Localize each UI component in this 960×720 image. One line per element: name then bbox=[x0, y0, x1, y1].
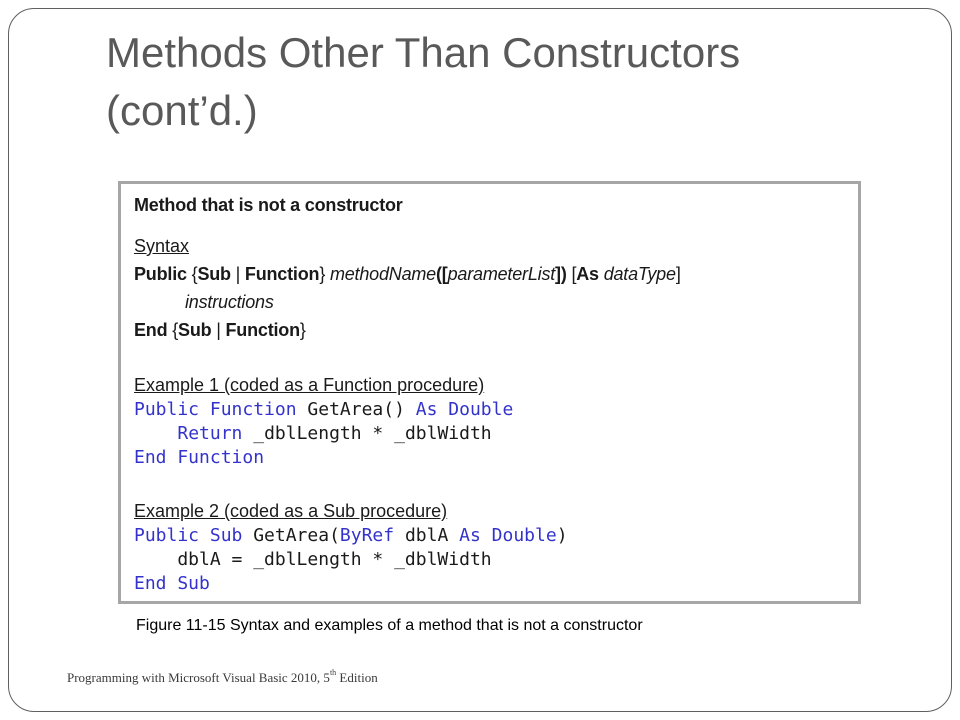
ex2-keyword-end-sub: End Sub bbox=[134, 573, 210, 594]
figure-heading: Method that is not a constructor bbox=[134, 195, 403, 215]
syntax-end-pipe: | bbox=[211, 320, 226, 340]
syntax-end-function: Function bbox=[225, 320, 300, 340]
syntax-end-open-brace: { bbox=[167, 320, 179, 340]
example-1-label: Example 1 (coded as a Function procedure) bbox=[134, 375, 485, 395]
syntax-bracket-open: [ bbox=[566, 264, 577, 284]
ex2-keyword-byref: ByRef bbox=[339, 525, 395, 546]
figure-caption: Figure 11-15 Syntax and examples of a method that is not a constructor bbox=[136, 617, 643, 634]
example-2-line-1 bbox=[134, 525, 568, 546]
ex1-expression: _dblLength * _dblWidth bbox=[242, 423, 492, 444]
syntax-end: End bbox=[134, 320, 168, 340]
syntax-paren-close: ]) bbox=[555, 264, 567, 284]
syntax-close-brace: } bbox=[319, 264, 330, 284]
slide-footer bbox=[67, 670, 378, 686]
syntax-data-type: dataType bbox=[603, 264, 676, 284]
syntax-instructions: instructions bbox=[185, 292, 274, 312]
ex2-paren-close: ) bbox=[556, 525, 568, 546]
syntax-end-close-brace: } bbox=[299, 320, 306, 340]
example-1-line-3 bbox=[134, 447, 264, 468]
syntax-label: Syntax bbox=[134, 236, 190, 256]
syntax-end-sub: Sub bbox=[178, 320, 212, 340]
syntax-line-2 bbox=[185, 292, 274, 313]
syntax-open-brace: { bbox=[186, 264, 198, 284]
ex2-param: dblA bbox=[394, 525, 460, 546]
example-1-line-2 bbox=[134, 423, 492, 444]
syntax-sub: Sub bbox=[197, 264, 231, 284]
ex1-indent bbox=[134, 423, 177, 444]
example-2-line-2: dblA = _dblLength * _dblWidth bbox=[134, 549, 492, 570]
ex2-getarea: GetArea( bbox=[242, 525, 340, 546]
ex2-keyword-public-sub: Public Sub bbox=[134, 525, 243, 546]
slide-title-line-2: (cont’d.) bbox=[106, 87, 258, 134]
syntax-pipe: | bbox=[230, 264, 245, 284]
syntax-bracket-close: ] bbox=[675, 264, 681, 284]
ex1-keyword-public-function: Public Function bbox=[134, 399, 297, 420]
syntax-parameter-list: parameterList bbox=[447, 264, 556, 284]
figure-box bbox=[118, 181, 861, 604]
syntax-line-1 bbox=[134, 264, 681, 285]
ex1-keyword-as-double: As Double bbox=[415, 399, 514, 420]
syntax-paren-open: ([ bbox=[436, 264, 448, 284]
ex1-keyword-return: Return bbox=[177, 423, 243, 444]
slide-title bbox=[106, 24, 906, 140]
footer-suffix: Edition bbox=[336, 670, 378, 685]
syntax-line-3 bbox=[134, 320, 306, 341]
ex1-getarea: GetArea() bbox=[296, 399, 416, 420]
syntax-public: Public bbox=[134, 264, 187, 284]
syntax-function: Function bbox=[244, 264, 320, 284]
example-2-line-3 bbox=[134, 573, 210, 594]
example-2-label: Example 2 (coded as a Sub procedure) bbox=[134, 501, 448, 521]
ex1-keyword-end-function: End Function bbox=[134, 447, 265, 468]
slide-title-line-1: Methods Other Than Constructors bbox=[106, 29, 741, 76]
example-1-line-1 bbox=[134, 399, 513, 420]
ex2-keyword-as-double: As Double bbox=[459, 525, 557, 546]
footer-text: Programming with Microsoft Visual Basic 2010, 5 bbox=[67, 670, 330, 685]
footer-superscript: th bbox=[329, 668, 337, 677]
syntax-as: As bbox=[576, 264, 599, 284]
syntax-method-name: methodName bbox=[329, 264, 436, 284]
